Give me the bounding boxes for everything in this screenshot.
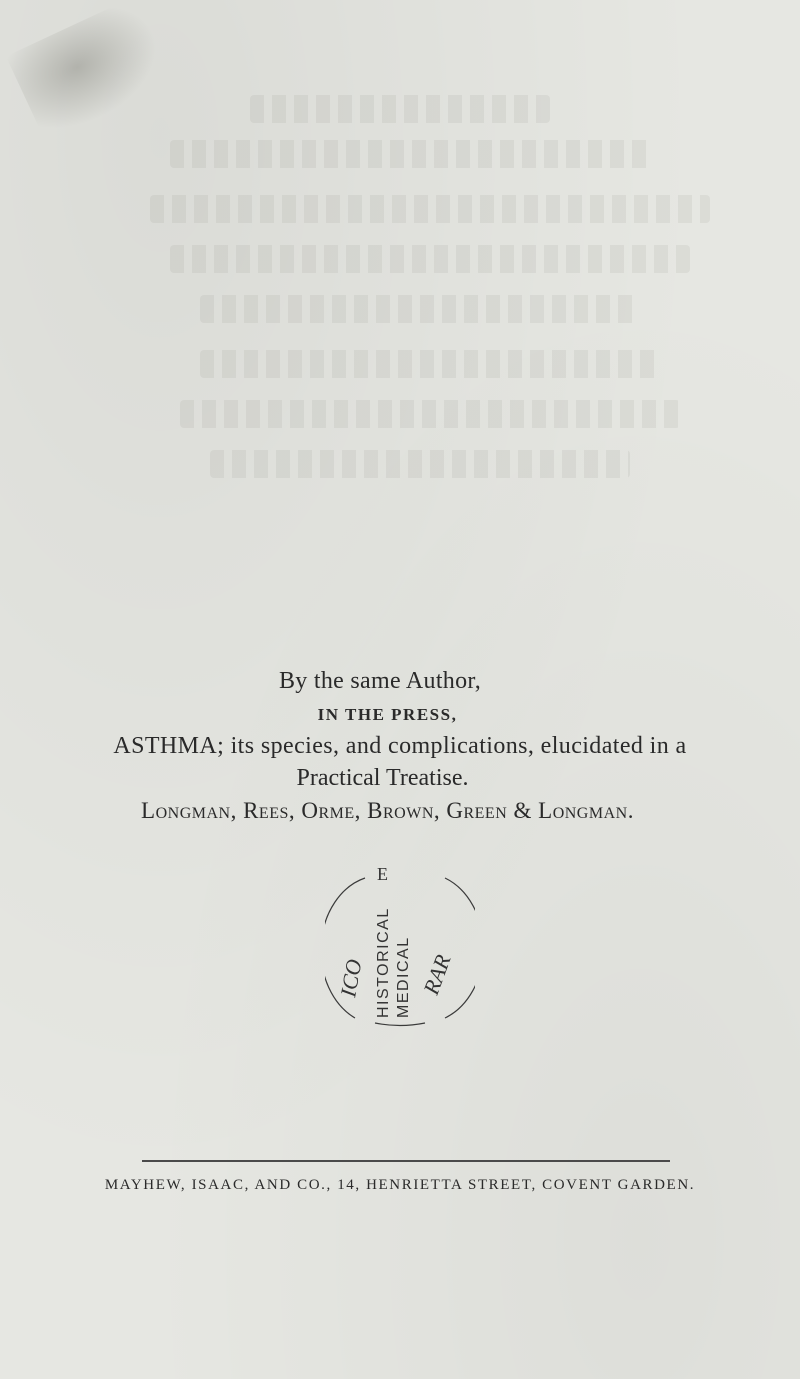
library-stamp bbox=[325, 858, 475, 1028]
stamp-text-medical: MEDICAL bbox=[395, 936, 412, 1018]
divider-rule bbox=[142, 1160, 670, 1162]
ink-smudge bbox=[6, 0, 184, 147]
work-subtitle: Practical Treatise. bbox=[296, 765, 469, 791]
show-through-text bbox=[250, 95, 550, 123]
show-through-text bbox=[170, 140, 650, 168]
show-through-text bbox=[170, 245, 690, 273]
stamp-text-right: RAR bbox=[418, 951, 456, 998]
publishers: Longman, Rees, Orme, Brown, Green & Longman. bbox=[141, 798, 634, 823]
show-through-text bbox=[200, 295, 640, 323]
show-through-text bbox=[150, 195, 710, 223]
show-through-text bbox=[210, 450, 630, 478]
work-title: ASTHMA; its species, and complications, elucidated in a bbox=[113, 733, 687, 759]
heading: By the same Author, bbox=[278, 668, 482, 694]
show-through-text bbox=[200, 350, 660, 378]
stamp-text-historical: HISTORICAL bbox=[375, 907, 392, 1018]
stamp-text-top: E bbox=[377, 864, 388, 884]
show-through-text bbox=[180, 400, 680, 428]
stamp-text-left: ICO bbox=[335, 957, 367, 999]
press-status: IN THE PRESS, bbox=[317, 705, 458, 724]
printer-imprint: MAYHEW, ISAAC, AND CO., 14, HENRIETTA STREET, COVENT GARDEN. bbox=[104, 1177, 696, 1193]
